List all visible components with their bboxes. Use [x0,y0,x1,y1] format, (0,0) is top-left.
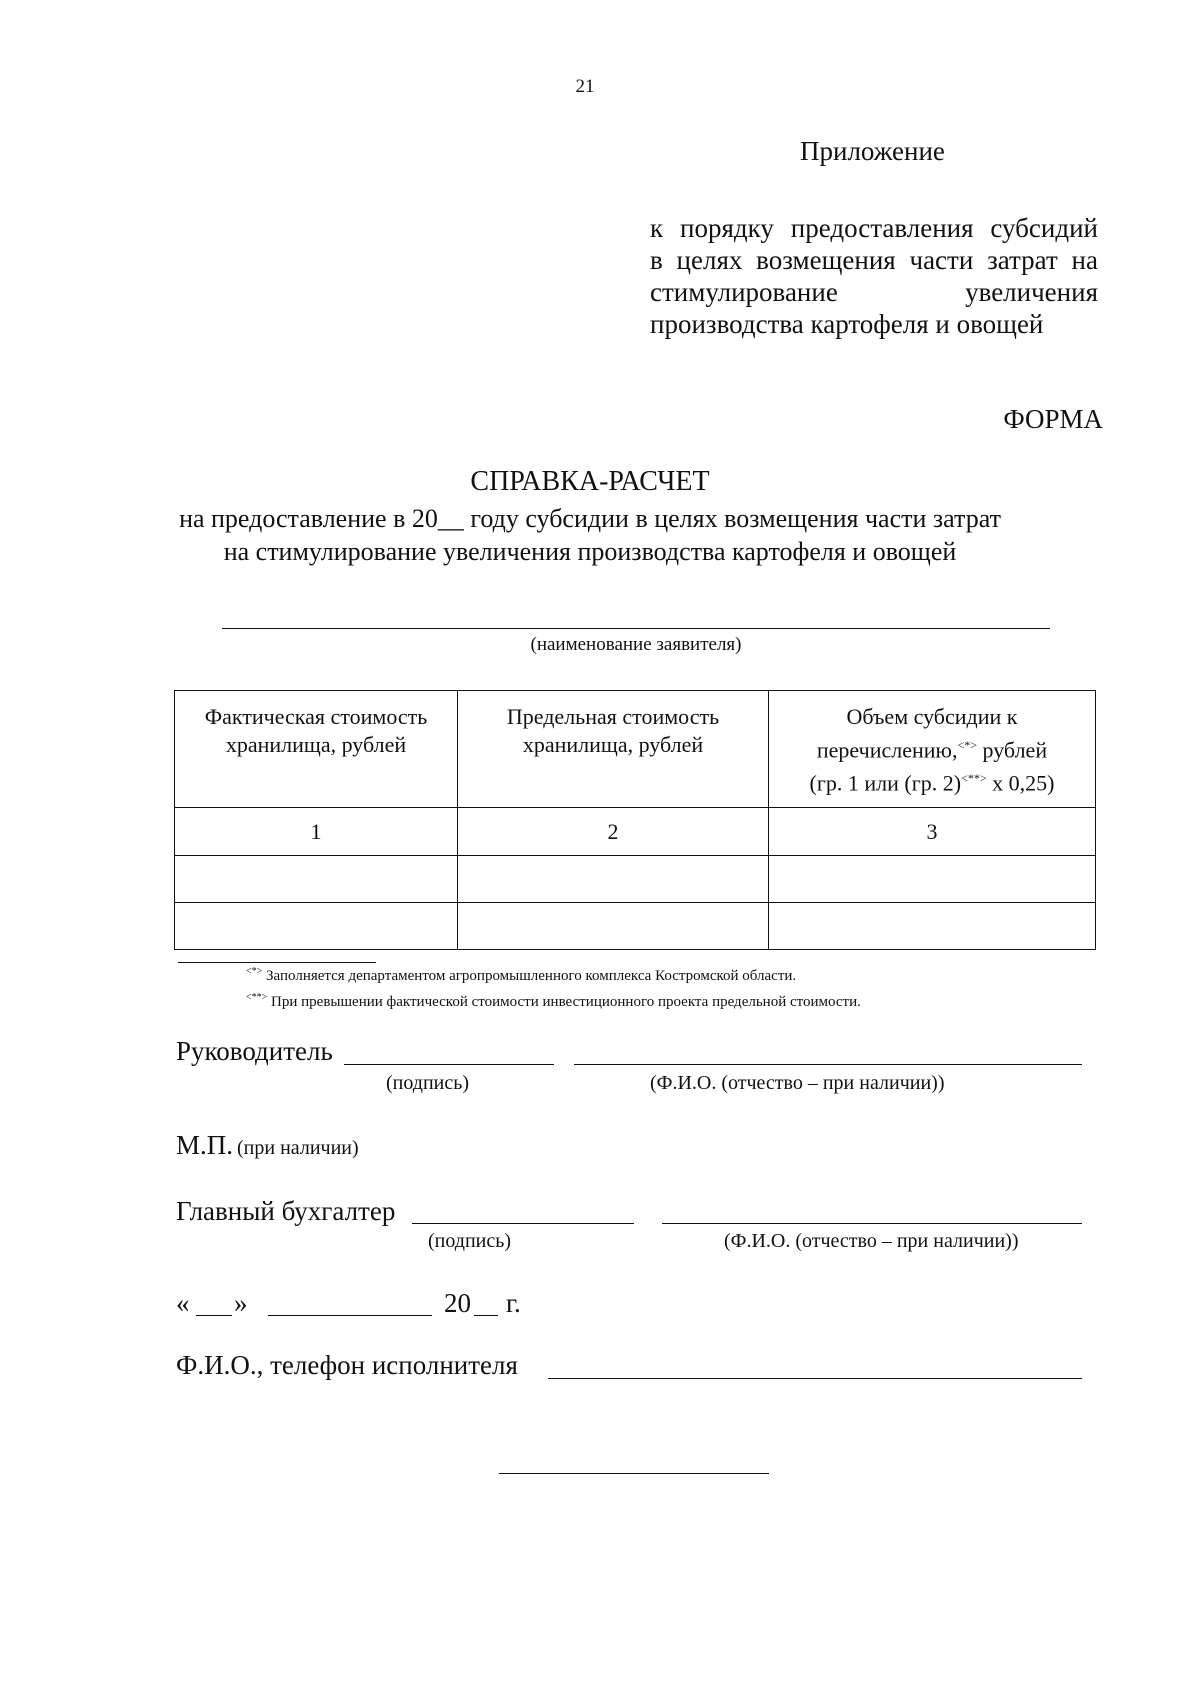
header-subsidy-formula: (гр. 1 или (гр. 2) [809,770,962,796]
table-row [175,856,1096,903]
header-actual-cost: Фактическая стоимость хранилища, рублей [175,691,458,808]
footnote-text: При превышении фактической стоимости инвестиционного проекта предельной стоимости. [271,994,861,1010]
date-close-quote: » [234,1288,248,1318]
footnote-mark: <*> [246,966,263,977]
document-subtitle [0,502,1180,568]
date-open-quote: « [176,1288,190,1318]
table-cell[interactable] [175,856,458,903]
applicant-name-line[interactable] [222,628,1050,629]
footnote-mark: <**> [246,992,268,1003]
document-title: СПРАВКА-РАСЧЕТ [470,466,710,497]
table-row [175,903,1096,950]
stamp-note: (при наличии) [237,1137,359,1159]
appendix-line: в целях возмещения части затрат на [650,245,1098,275]
table-cell[interactable] [175,903,458,950]
footnote [246,987,861,1013]
page-number: 21 [575,76,595,97]
date-year-prefix: 20 [444,1288,471,1318]
subtitle-line: на стимулирование увеличения производства картофеля и овощей [223,537,957,566]
footnote-mark-2: <**> [961,771,987,786]
header-limit-cost: Предельная стоимость хранилища, рублей [458,691,769,808]
stamp-label: М.П. [176,1130,234,1160]
header-subsidy-amount [769,691,1096,808]
footnote-text: Заполняется департаментом агропромышленного комплекса Костромской области. [266,968,797,984]
appendix-description [650,212,1098,340]
head-signature-line[interactable] [344,1064,554,1065]
header-subsidy-line2: перечислению, [816,737,958,763]
date-day-field[interactable] [196,1315,232,1316]
column-number: 3 [769,808,1096,856]
head-fio-caption: (Ф.И.О. (отчество – при наличии)) [650,1072,945,1094]
applicant-caption: (наименование заявителя) [530,634,742,655]
column-number: 1 [175,808,458,856]
head-signature-caption: (подпись) [386,1072,470,1094]
date-month-field[interactable] [268,1315,432,1316]
closing-divider [499,1473,769,1474]
table-header-row [175,691,1096,808]
column-number-row [175,808,1096,856]
table-cell[interactable] [458,856,769,903]
accountant-fio-caption: (Ф.И.О. (отчество – при наличии)) [724,1230,1019,1252]
date-year-field[interactable] [474,1315,498,1316]
form-label: ФОРМА [1003,404,1103,434]
accountant-signature-caption: (подпись) [428,1230,512,1252]
column-number: 2 [458,808,769,856]
appendix-title: Приложение [800,136,945,166]
accountant-label: Главный бухгалтер [176,1196,396,1226]
executor-label: Ф.И.О., телефон исполнителя [176,1350,518,1380]
subtitle-line: на предоставление в 20__ году субсидии в целях возмещения части затрат [179,504,1001,533]
footnote-mark-1: <*> [957,738,978,752]
accountant-signature-line[interactable] [412,1223,634,1224]
appendix-line: стимулирование увеличения [650,277,1098,307]
table-cell[interactable] [769,856,1096,903]
table-cell[interactable] [769,903,1096,950]
table-cell[interactable] [458,903,769,950]
calculation-table [174,690,1096,950]
header-subsidy-multiplier: х 0,25) [992,770,1055,796]
date-year-suffix: г. [506,1288,521,1318]
stamp-place [176,1130,359,1161]
executor-field[interactable] [548,1378,1082,1379]
appendix-line: к порядку предоставления субсидий [650,213,1098,243]
head-fio-line[interactable] [574,1064,1082,1065]
footnote [246,961,861,987]
header-subsidy-line1: Объем субсидии к [846,704,1018,729]
accountant-fio-line[interactable] [662,1223,1082,1224]
appendix-line: производства картофеля и овощей [650,309,1044,339]
head-label: Руководитель [176,1036,333,1066]
header-subsidy-unit: рублей [982,737,1048,763]
footnotes [246,961,861,1013]
